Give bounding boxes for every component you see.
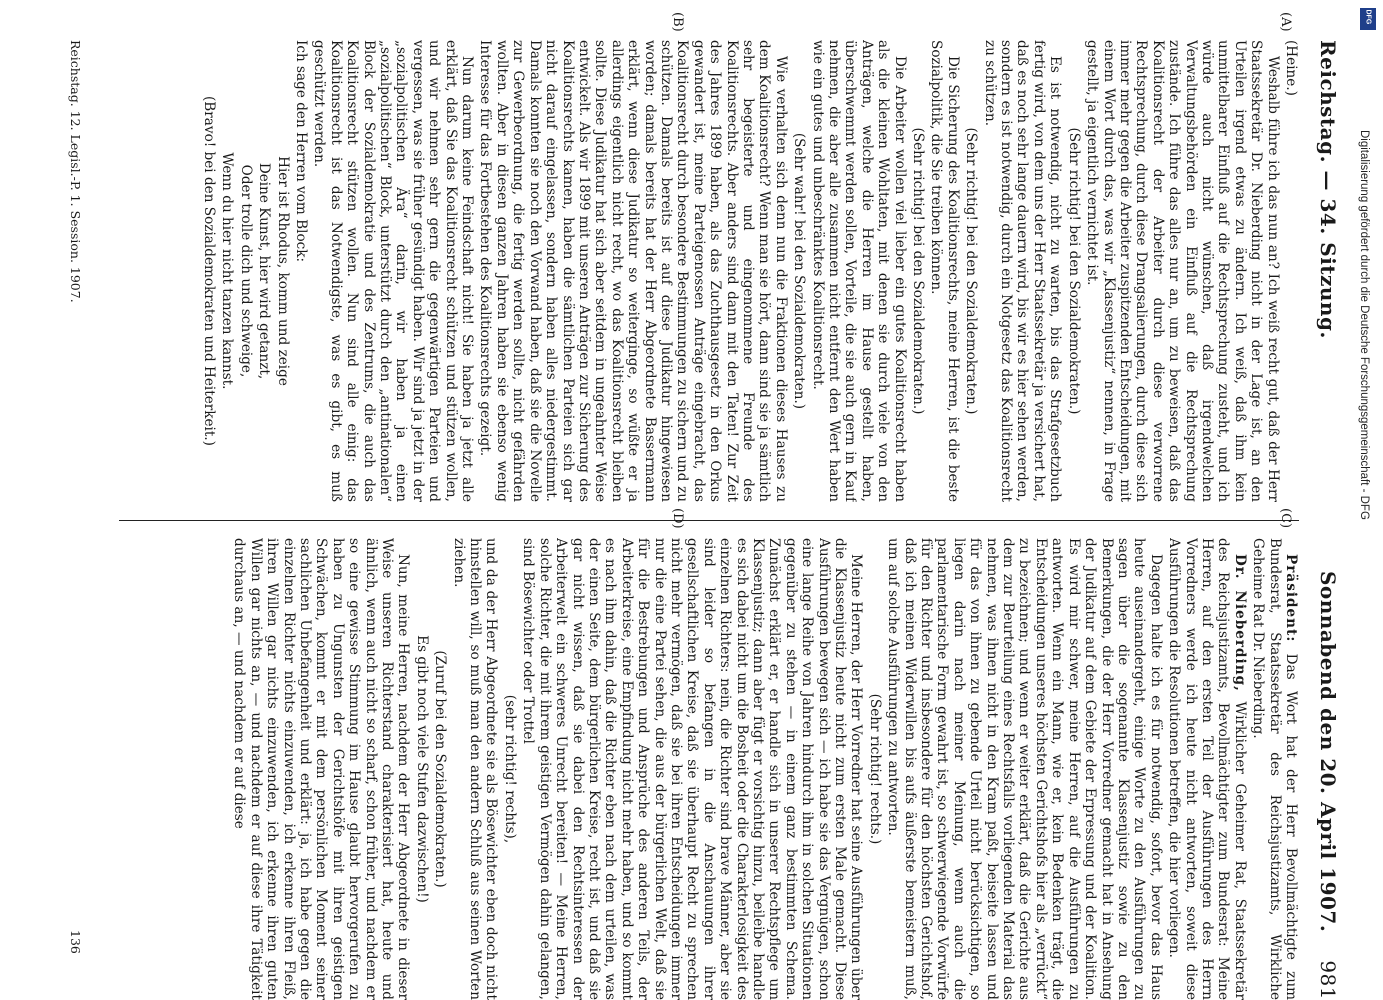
paragraph-text: und da der Herr Abgeordnete sie als Bösewichter eben doch nicht hinstellen will, so muß man den andern Schluß aus seinen Worten ziehen. (450, 538, 500, 1000)
left_column-paragraph (201, 40, 217, 502)
left_column-paragraph (237, 40, 253, 502)
left_column-paragraph (293, 40, 309, 502)
left_column-paragraph (910, 40, 926, 502)
left_column-paragraph (274, 40, 290, 502)
paragraph-text: Nun darum keine Feindschaft nicht! Sie haben ja jetzt alle erklärt, daß Sie das Koalitionsrecht schützen und stützen wollen, und wir nehmen sehr gern die gegenwärtigen Parteien und vergessen, was sie früher gesündigt haben. Wir sind ja jetzt in der „sozialpolitischen Ära“ darin, wir haben ja einen „sozialpolitischen“ Block, unterstützt durch den „antinationalen“ Block der Sozialdemokratie und des Zentrums, die auch das Koalitionsrecht stützen wollen. Nun sind alle einig: das Koalitionsrecht ist das Notwendigste, was es gibt, es muß geschützt werden. (311, 40, 476, 502)
paragraph-text: Die Sicherung des Koalitionsrechts, meine Herren, ist die beste Sozialpolitik, die Sie treiben können. (928, 40, 961, 502)
page-footer (63, 40, 83, 502)
header-left: Reichstag. — 34. Sitzung. (1316, 40, 1340, 339)
right_column-paragraph (231, 538, 411, 1000)
paragraph-text: (Sehr richtig! rechts.) (866, 693, 883, 845)
page-header (1311, 40, 1345, 1000)
margin-letter-a: (A) (1278, 12, 1293, 32)
paragraph-text: (Bravo! bei den Sozialdemokraten und Heiterkeit.) (201, 96, 217, 446)
left_column-paragraph (1283, 40, 1299, 502)
paragraph-text: Wirklicher Geheimer Rat, Staatssekretär des Reichsjustizamts, Bevollmächtigter zum Bundesrat: Meine Herren, auf den ersten Teil der Ausführungen des Herrn Vorredners werde ich heute nicht antworten, soweit diese Ausführungen die Resolutionen betreffen, die hier vorliegen. (1166, 538, 1248, 1000)
left_column-paragraph (791, 40, 807, 502)
paragraph-text: Dagegen halte ich es für notwendig, sofort, bevor das Haus heute auseinandergeht, einige Worte zu den Ausführungen zu sagen über die sogenannte Klassenjustiz sowie zu den Bemerkungen, die der Herr Vorredner gemacht hat in Ansehung der Judikatur auf dem Gebiete der Erpressung und der Koalition. Es wird mir schwer, meine Herren, auf die Ausführungen zu antworten. Wenn ein Mann, wie er, kein Bedenken trägt, die Entscheidungen unseres höchsten Gerichtshofs hier als „verrückt“ zu bezeichnen; und wenn er weiter erklärt, daß die Gerichte aus dem zur Beurteilung eines Rechtsfalls vorliegenden Material das nehmen, was ihnen nicht in den Kram paßt, beiseite lassen und für das von ihnen zu gebende Urteil nicht berücksichtigen, so liegen darin nach meiner Meinung, wenn auch die parlamentarische Form gewahrt ist, so schwerwiegende Vorwürfe für den Richter und insbesondere für den höchsten Gerichtshof, daß ich meinen Widerwillen bis aufs äußerste bemeistern muß, um auf solche Ausführungen zu antworten. (885, 538, 1164, 1000)
margin-letter-b: (B) (670, 12, 685, 32)
paragraph-text: Wie verhalten sich denn nun die Fraktionen dieses Hauses zu dem Koalitionsrecht? Wenn man sie hört, dann sind sie ja sämtlich sehr begeisterte und eingenommene Freunde des Koalitionsrechts. Aber anders sind dann mit den Taten! Zur Zeit des Jahres 1899 haben, als das Zuchthausgesetz in den Orkus gewandert ist, meine Parteigenossen Anträge eingebracht, das Koalitionsrecht durch besondere Bestimmungen zu sichern und zu schützen. Damals bereits ist auf diese Judikatur hingewiesen worden; damals bereits hat der Herr Abgeordnete Bassermann erklärt, wenn diese Judikatur so weiterginge, so wüßte er ja allerdings eigentlich nicht recht, wo das Koalitionsrecht bleiben sollte. Diese Judikatur hat sich aber seitdem in ungeahnter Weise entwickelt. Als wir 1899 mit unseren Anträgen zur Sicherung des Koalitionsrechts kamen, haben die sämtlichen Parteien sich gar nicht darauf eingelassen, sondern haben alles niedergestimmt. Damals konnten sie noch den Vorwand haben, daß sie die Novelle zur Gewerbeordnung, die fertig werden sollte, nicht gefährden wollten. Aber in diesen ganzen Jahren haben sie ebenso wenig Interesse für das Fortbestehen des Koalitionsrechts gezeigt. (477, 40, 789, 502)
speaker-name: Präsident: (1283, 554, 1299, 643)
paragraph-text: Meine Herren, der Herr Vorredner hat seine Ausführungen über die Klassenjustiz heute nicht zum ersten Male gemacht. Diese Ausführungen bewegen sich — ich habe sie das Vergnügen, schon eine lange Reihe von Jahren hindurch ihm in solchen Situationen gegenüber zu stehen — in einem ganz bestimmten Schema. Zunächst erklärt er, er handle sich in unserer Rechtspflege um Klassenjustiz; dann aber fügt er vorsichtig hinzu, beileibe handle es sich dabei nicht um die Bosheit oder die Charakterlosigkeit des einzelnen Richters: nein, die Richter sind brave Männer, aber sie sind leider so befangen in die Anschauungen ihrer gesellschaftlichen Kreise, daß sie überhaupt Recht zu sprechen nicht mehr vermögen, daß sie bei ihren Entscheidungen immer nur die eine Partei sehen, die aus der bürgerlichen Welt, daß sie für die Bestrebungen und Ansprüche des anderen Teils, der Arbeiterkreise, eine Empfindung nicht mehr haben, und so kommt es nach ihm dahin, daß die Richter eben nach dem urteilen, was der einen Seite, dem bürgerlichen Kreise, recht ist, und daß sie gar nicht wissen, daß sie dabei den Rechtsinteressen der Arbeiterwelt ein schweres Unrecht bereiten! — Meine Herren, solche Richter, die mit ihrem geistigen Vermögen dahin gelangen, sind Bösewichter oder Trottel (520, 538, 865, 1000)
right_column-paragraph (432, 538, 448, 1000)
left_column-paragraph (981, 40, 1063, 502)
footer-citation: Reichstag. 12. Legisl.-P. 1. Session. 1907. (68, 40, 83, 303)
left_column-paragraph (1065, 40, 1081, 502)
paragraph-text: Nun, meine Herren, nachdem der Herr Abgeordnete in dieser Weise unseren Richterstand charakterisiert hat, heute und ähnlich, wenn auch nicht so scharf, schon früher, und nachdem er so eine gewisse Stimmung im Hause glaubt hervorgerufen zu haben zu Ungunsten der Gerichtshöfe mit ihren geistigen Schwächen, kommt er mit dem persönlichen Moment seiner sachlichen Unbefangenheit und erklärt: ja, ich habe gegen die einzelnen Richter nichts einzuwenden, ich erkenne ihren Fleiß, ihren Willen gar nichts einzuwenden, ich erkenne ihren guten Willen gar nichts an, — und nachdem er auf diese ihre Tätigkeit durchaus an, — und nachdem er auf diese (231, 538, 412, 1000)
imprint-text: Digitalisierung gefördert durch die Deutsche Forschungsgemeinschaft - DFG (1358, 130, 1370, 520)
paragraph-text: Deine Kunst, hier wird getanzt, (256, 162, 273, 380)
paragraph-text: Ich sage den Herren vom Block: (293, 40, 310, 263)
margin-letter-c: (C) (1278, 508, 1293, 529)
paragraph-text: (Heine.) (1283, 40, 1299, 96)
right_column-paragraph (450, 538, 499, 1000)
sheet-number: 136 (68, 930, 83, 954)
paragraph-text: (Zuruf bei den Sozialdemokraten.) (432, 650, 449, 888)
left_column-paragraph (963, 40, 979, 502)
left-column (89, 40, 1299, 502)
right_column-paragraph (885, 538, 1164, 1000)
right_column-paragraph (1250, 538, 1299, 1000)
right_column-paragraph (866, 538, 882, 1000)
header-date: Sonnabend den 20. April 1907. (1316, 570, 1340, 933)
right_column-paragraph (502, 538, 518, 1000)
left_column-paragraph (219, 40, 235, 502)
paragraph-text: (Sehr richtig! bei den Sozialdemokraten.) (1065, 127, 1082, 415)
paragraph-text: Es gibt noch viele Stufen dazwischen!) (413, 635, 430, 903)
left_column-paragraph (1084, 40, 1281, 502)
dfg-logo: DFG (1360, 8, 1376, 30)
digitization-imprint (1354, 130, 1374, 870)
column-divider (119, 520, 1299, 521)
paragraph-text: (Sehr richtig! bei den Sozialdemokraten.) (910, 127, 927, 415)
left_column-paragraph (477, 40, 789, 502)
document-page (45, 12, 1345, 1000)
paragraph-text: Hier ist Rhodus, komm und zeige (274, 156, 291, 386)
paragraph-text: (Sehr richtig! bei den Sozialdemokraten.) (963, 127, 980, 415)
left_column-paragraph (256, 40, 272, 502)
right_column-paragraph (1166, 538, 1248, 1000)
paragraph-text: (sehr richtig! rechts), (501, 694, 518, 844)
paragraph-text: Die Arbeiter wollen viel lieber ein gutes Koalitionsrecht haben als die kleinen Wohltaten, mit denen sie durch viele von den Anträgen, welche die Herren im Hause gestellt haben, überschwemmt werden sollen, Vorteile, die sie auch gern in Kauf nehmen, die aber alle zusammen nicht entfernt den Wert haben wie ein gutes und unbeschränktes Koalitionsrecht. (809, 40, 908, 502)
paragraph-text: Das Wort hat der Herr Bevollmächtigte zum Bundesrat, Staatssekretär des Reichsjustizamts, Wirkliche Geheime Rat Dr. Nieberding. (1250, 538, 1299, 1000)
left_column-paragraph (311, 40, 475, 502)
paragraph-text: (Sehr wahr! bei den Sozialdemokraten.) (791, 132, 808, 410)
page-number: 981 (1316, 960, 1340, 1000)
right-column (89, 538, 1299, 1000)
left_column-paragraph (809, 40, 907, 502)
paragraph-text: Weshalb führe ich das nun an? Ich weiß recht gut, daß der Herr Staatssekretär Dr. Nieberding nicht in der Lage ist, an den Urteilen irgend etwas zu ändern. Ich weiß, daß ihm kein unmittelbarer Einfluß auf die Rechtsprechung zusteht, und ich würde auch nicht wünschen, daß irgendwelchen Verwaltungsbehörden ein Einfluß auf die Rechtsprechung zustände. Ich führe das alles nur an, um zu beweisen, daß das Koalitionsrecht der Arbeiter durch diese verworrene Rechtsprechung, durch diese Drangsalierungen, durch diese sich immer mehr gegen die Arbeiter zuspitzenden Entscheidungen, mit einem Wort durch das, was wir „Klassenjustiz“ nennen, in Frage gestellt, ja eigentlich vernichtet ist. (1084, 40, 1281, 502)
right_column-paragraph (520, 538, 865, 1000)
paragraph-text: Oder trolle dich und schweige, (237, 164, 254, 378)
margin-letter-d: (D) (670, 508, 685, 529)
right_column-paragraph (413, 538, 429, 1000)
paragraph-text: Es ist notwendig, nicht zu warten, bis das Strafgesetzbuch fertig wird, von dem uns der Herr Staatssekretär ja versichert hat, daß es noch sehr lange dauern wird, bis wir es hier sehen werden, sondern es ist notwendig, durch ein Notgesetz das Koalitionsrecht zu schützen. (981, 40, 1064, 502)
paragraph-text: Wenn du hier nicht tanzen kannst. (219, 152, 236, 390)
left_column-paragraph (928, 40, 961, 502)
speaker-name: Dr. Nieberding, (1231, 554, 1248, 692)
